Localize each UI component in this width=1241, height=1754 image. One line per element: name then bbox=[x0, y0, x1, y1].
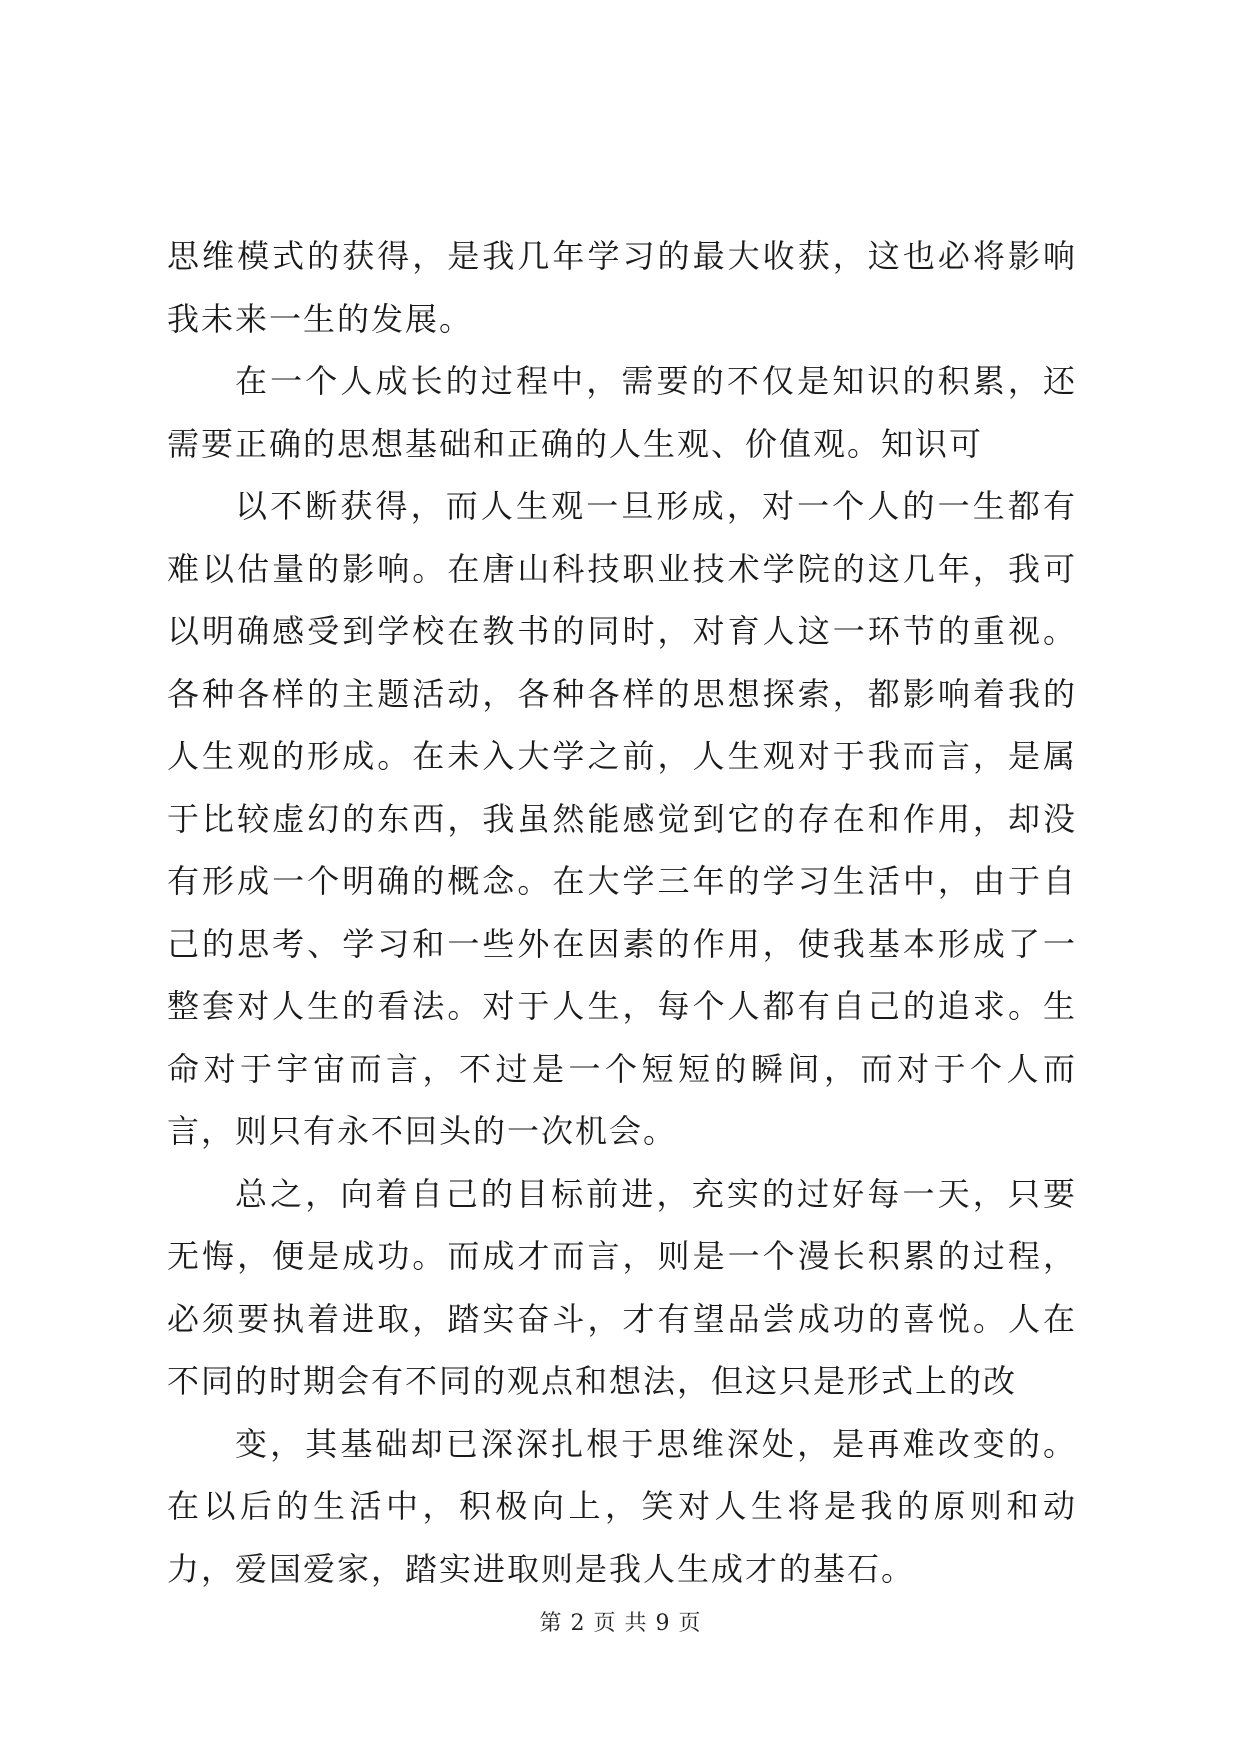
paragraph-1: 思维模式的获得，是我几年学习的最大收获，这也必将影响我未来一生的发展。 bbox=[167, 237, 1077, 338]
paragraph-4: 总之，向着自己的目标前进，充实的过好每一天，只要无悔，便是成功。而成才而言，则是一个漫长积累的过程，必须要执着进取，踏实奋斗，才有望品尝成功的喜悦。人在不同的时期会有不同的观点和想法，但这只是形式上的改 bbox=[167, 1174, 1077, 1400]
paragraph-3: 以不断获得，而人生观一旦形成，对一个人的一生都有难以估量的影响。在唐山科技职业技术学院的这几年，我可以明确感受到学校在教书的同时，对育人这一环节的重视。各种各样的主题活动，各种各样的思想探索，都影响着我的人生观的形成。在未入大学之前，人生观对于我而言，是属于比较虚幻的东西，我虽然能感觉到它的存在和作用，却没有形成一个明确的概念。在大学三年的学习生活中，由于自己的思考、学习和一些外在因素的作用，使我基本形成了一整套对人生的看法。对于人生，每个人都有自己的追求。生命对于宇宙而言，不过是一个短短的瞬间，而对于个人而言，则只有永不回头的一次机会。 bbox=[167, 487, 1077, 1150]
paragraph-5: 变，其基础却已深深扎根于思维深处，是再难改变的。在以后的生活中，积极向上，笑对人生将是我的原则和动力，爱国爱家，踏实进取则是我人生成才的基石。 bbox=[167, 1424, 1077, 1588]
page-footer bbox=[0, 1606, 1241, 1637]
document-body bbox=[167, 225, 1077, 1600]
page-number-label: 第 2 页 共 9 页 bbox=[539, 1611, 702, 1636]
paragraph-2: 在一个人成长的过程中，需要的不仅是知识的积累，还需要正确的思想基础和正确的人生观、价值观。知识可 bbox=[167, 362, 1077, 463]
